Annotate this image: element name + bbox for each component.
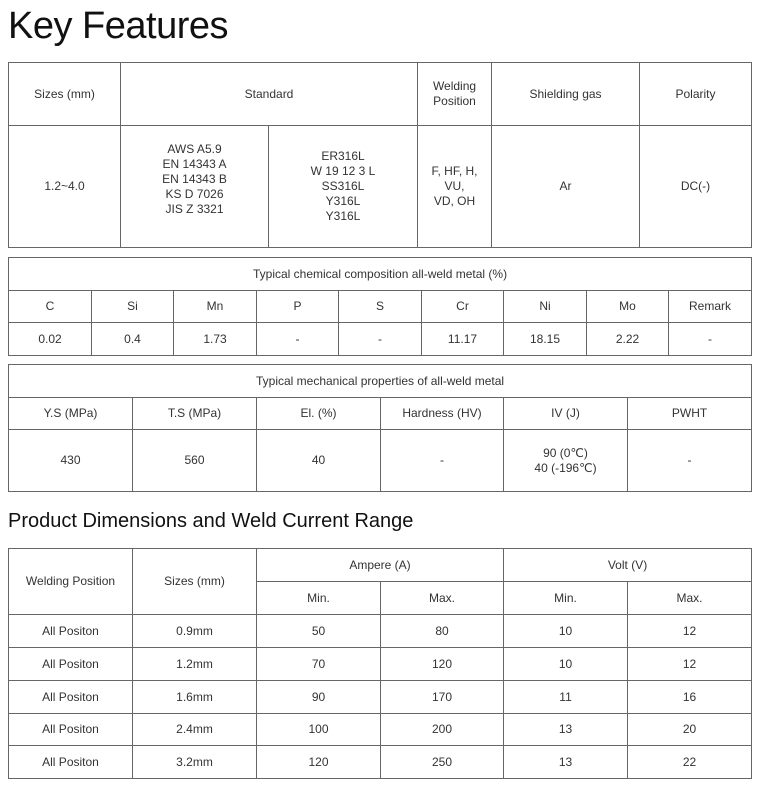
cell-position: All Positon: [9, 648, 133, 681]
section-title: Product Dimensions and Weld Current Range: [8, 510, 414, 532]
key-features-table: [8, 62, 752, 248]
mech-header: El. (%): [257, 398, 381, 430]
header-shielding-gas: Shielding gas: [492, 63, 640, 126]
mech-value: -: [381, 430, 504, 492]
header-ampere-max: Max.: [381, 582, 504, 615]
page-title: Key Features: [8, 5, 228, 47]
table-row: [9, 648, 752, 681]
cell-size: 3.2mm: [133, 746, 257, 779]
mech-header: PWHT: [628, 398, 752, 430]
cell-volt-min: 11: [504, 681, 628, 714]
mech-value: -: [628, 430, 752, 492]
header-sizes: Sizes (mm): [133, 549, 257, 615]
cell-ampere-min: 120: [257, 746, 381, 779]
cell-volt-max: 12: [628, 648, 752, 681]
cell-volt-max: 12: [628, 615, 752, 648]
chem-header: Si: [92, 291, 174, 323]
cell-volt-min: 13: [504, 714, 628, 746]
table-row: [9, 746, 752, 779]
cell-shielding-gas: Ar: [492, 126, 640, 248]
cell-size: 1.6mm: [133, 681, 257, 714]
cell-ampere-max: 120: [381, 648, 504, 681]
cell-size: 1.2mm: [133, 648, 257, 681]
mech-header: T.S (MPa): [133, 398, 257, 430]
header-ampere: Ampere (A): [257, 549, 504, 582]
cell-ampere-min: 90: [257, 681, 381, 714]
cell-ampere-max: 250: [381, 746, 504, 779]
header-volt-max: Max.: [628, 582, 752, 615]
header-volt: Volt (V): [504, 549, 752, 582]
mech-header: IV (J): [504, 398, 628, 430]
chem-value: 0.02: [9, 323, 92, 356]
cell-polarity: DC(-): [640, 126, 752, 248]
cell-volt-max: 16: [628, 681, 752, 714]
cell-volt-min: 10: [504, 648, 628, 681]
cell-position: All Positon: [9, 746, 133, 779]
chem-header: P: [257, 291, 339, 323]
cell-standards-designation: ER316L W 19 12 3 L SS316L Y316L Y316L: [269, 126, 418, 248]
dimensions-table: [8, 548, 752, 779]
mech-value: 560: [133, 430, 257, 492]
header-polarity: Polarity: [640, 63, 752, 126]
mech-header: Hardness (HV): [381, 398, 504, 430]
cell-volt-min: 10: [504, 615, 628, 648]
cell-ampere-min: 50: [257, 615, 381, 648]
mech-header: Y.S (MPa): [9, 398, 133, 430]
chemical-title: Typical chemical composition all-weld metal (%): [9, 258, 752, 291]
chem-value: -: [669, 323, 752, 356]
header-volt-min: Min.: [504, 582, 628, 615]
cell-volt-max: 20: [628, 714, 752, 746]
mech-value: 430: [9, 430, 133, 492]
cell-ampere-max: 80: [381, 615, 504, 648]
mechanical-properties-table: [8, 364, 752, 492]
cell-standards-classification: AWS A5.9 EN 14343 A EN 14343 B KS D 7026 JIS Z 3321: [121, 126, 269, 248]
mech-value: 90 (0℃) 40 (-196℃): [504, 430, 628, 492]
cell-volt-max: 22: [628, 746, 752, 779]
cell-ampere-max: 200: [381, 714, 504, 746]
cell-welding-position: F, HF, H, VU, VD, OH: [418, 126, 492, 248]
chem-header: Mo: [587, 291, 669, 323]
header-ampere-min: Min.: [257, 582, 381, 615]
header-welding-position: Welding Position: [418, 63, 492, 126]
chem-header: Cr: [422, 291, 504, 323]
mechanical-title: Typical mechanical properties of all-weld metal: [9, 365, 752, 398]
cell-position: All Positon: [9, 615, 133, 648]
chem-value: -: [257, 323, 339, 356]
chem-value: 0.4: [92, 323, 174, 356]
chem-value: -: [339, 323, 422, 356]
header-standard: Standard: [121, 63, 418, 126]
chemical-composition-table: [8, 257, 752, 356]
cell-sizes: 1.2~4.0: [9, 126, 121, 248]
table-row: [9, 615, 752, 648]
chem-value: 1.73: [174, 323, 257, 356]
header-sizes: Sizes (mm): [9, 63, 121, 126]
cell-ampere-min: 70: [257, 648, 381, 681]
chem-value: 11.17: [422, 323, 504, 356]
cell-volt-min: 13: [504, 746, 628, 779]
table-row: [9, 681, 752, 714]
chem-value: 18.15: [504, 323, 587, 356]
cell-ampere-min: 100: [257, 714, 381, 746]
cell-position: All Positon: [9, 681, 133, 714]
chem-header: Remark: [669, 291, 752, 323]
cell-size: 2.4mm: [133, 714, 257, 746]
table-row: [9, 714, 752, 746]
chem-header: C: [9, 291, 92, 323]
chem-value: 2.22: [587, 323, 669, 356]
cell-position: All Positon: [9, 714, 133, 746]
chem-header: Ni: [504, 291, 587, 323]
chem-header: Mn: [174, 291, 257, 323]
cell-ampere-max: 170: [381, 681, 504, 714]
header-welding-position: Welding Position: [9, 549, 133, 615]
chem-header: S: [339, 291, 422, 323]
mech-value: 40: [257, 430, 381, 492]
cell-size: 0.9mm: [133, 615, 257, 648]
